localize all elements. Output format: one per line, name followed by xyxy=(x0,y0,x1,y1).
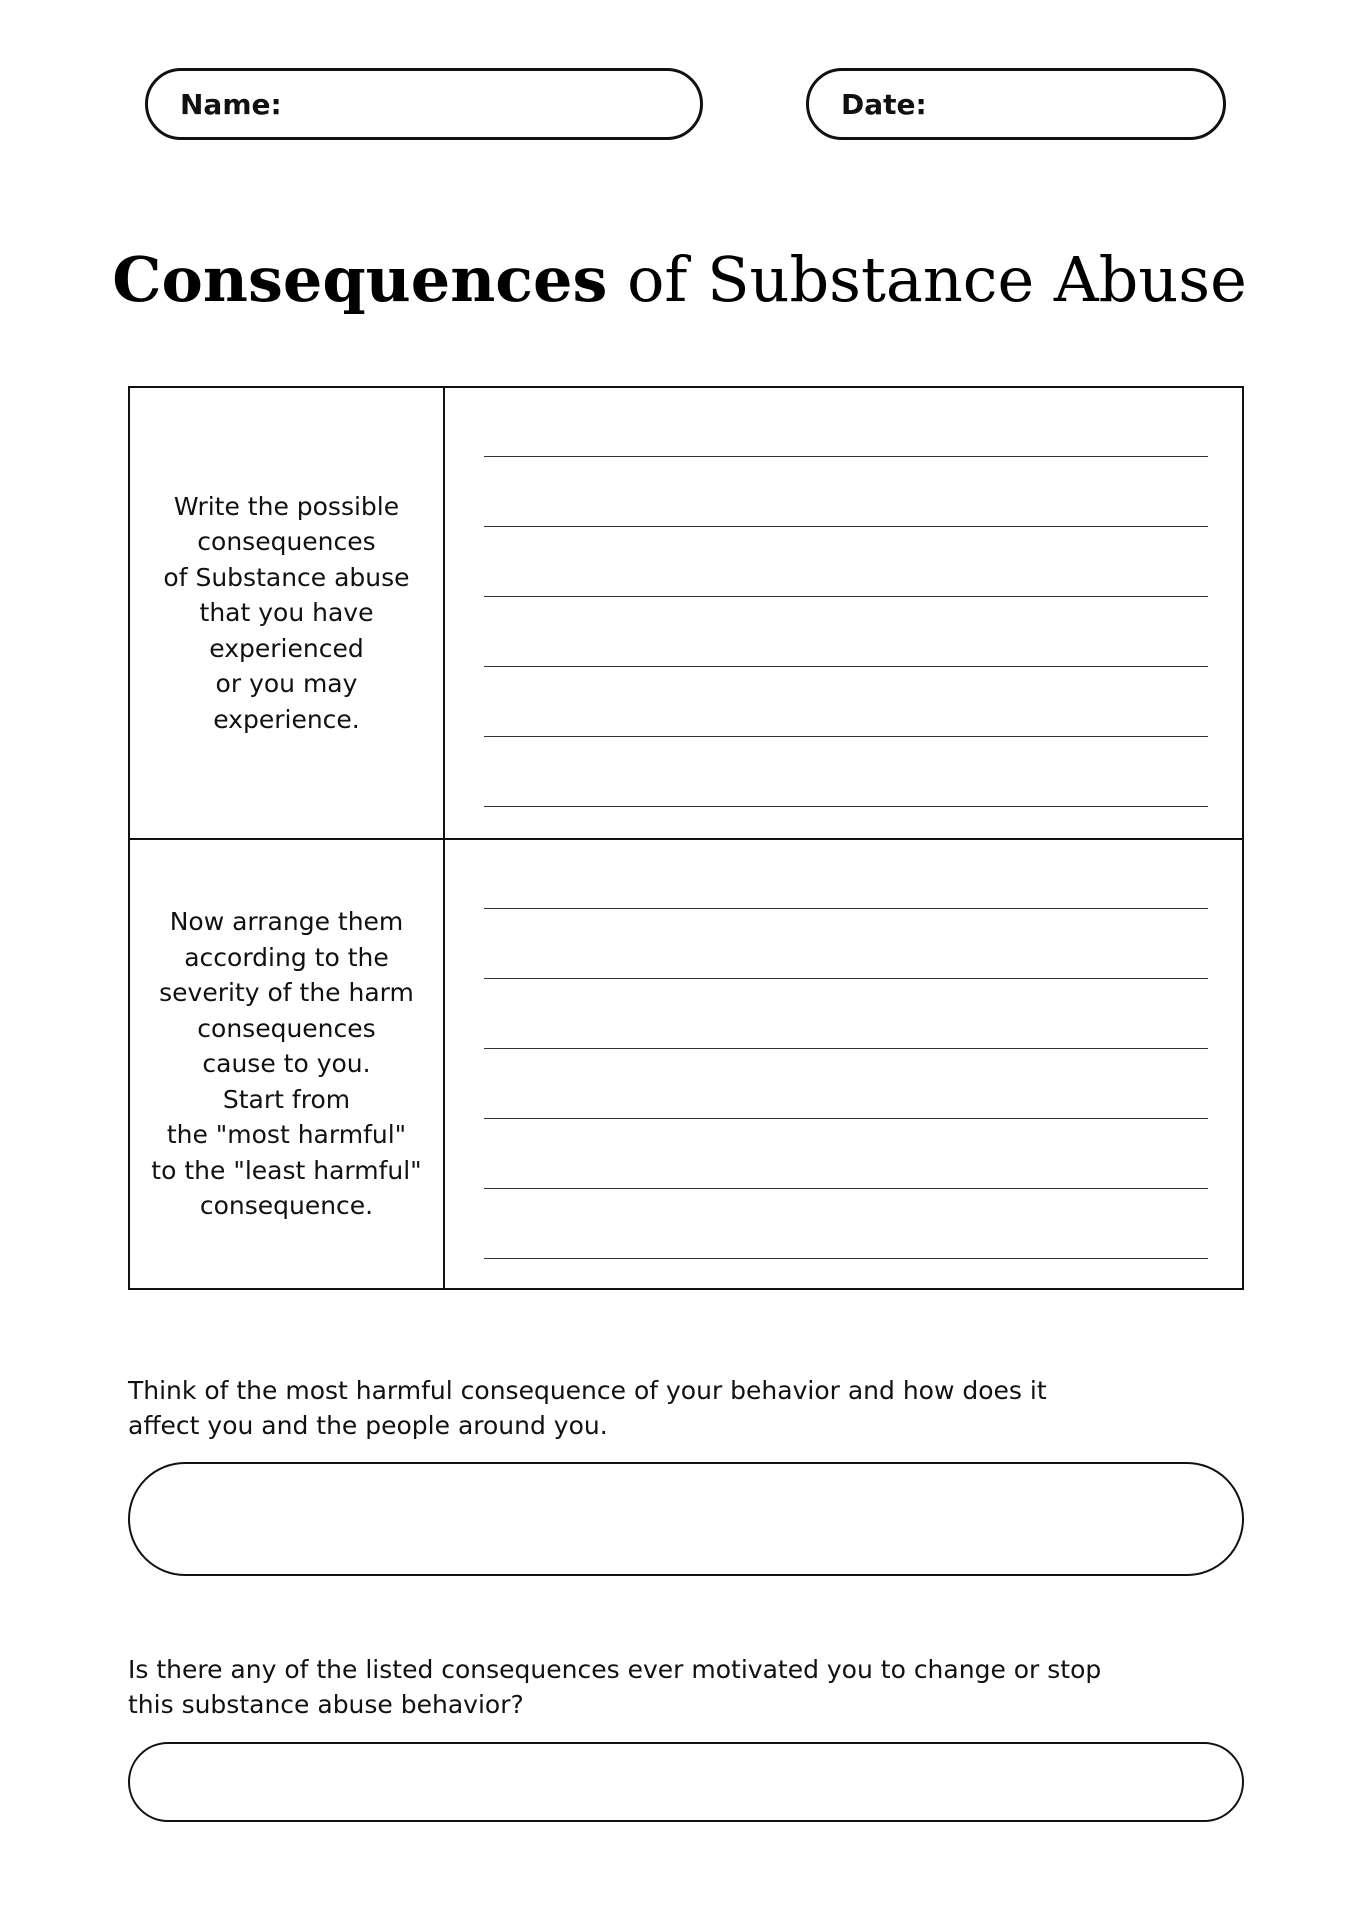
write-line[interactable] xyxy=(484,908,1208,909)
name-label: Name: xyxy=(180,87,282,121)
name-field[interactable] xyxy=(145,68,703,140)
prompt-text: Write the possible consequences of Substance abuse that you have experienced or you may experience. xyxy=(163,491,410,734)
write-line[interactable] xyxy=(484,1048,1208,1049)
write-line[interactable] xyxy=(484,1118,1208,1119)
date-field[interactable] xyxy=(806,68,1226,140)
title-bold-part: Consequences xyxy=(112,243,608,316)
answer-box[interactable] xyxy=(128,1462,1244,1576)
prompt-cell xyxy=(130,840,445,1288)
question-text: Is there any of the listed consequences ever motivated you to change or stop this substance abuse behavior? xyxy=(128,1655,1102,1719)
write-line[interactable] xyxy=(484,1258,1208,1259)
write-line[interactable] xyxy=(484,978,1208,979)
title-rest-part: of Substance Abuse xyxy=(607,243,1247,316)
write-line[interactable] xyxy=(484,1188,1208,1189)
write-line[interactable] xyxy=(484,666,1208,667)
write-line[interactable] xyxy=(484,456,1208,457)
writing-area[interactable] xyxy=(445,388,1242,838)
prompt-cell xyxy=(130,388,445,838)
date-label: Date: xyxy=(841,87,927,121)
answer-box[interactable] xyxy=(128,1742,1244,1822)
table-row xyxy=(130,388,1242,840)
write-line[interactable] xyxy=(484,526,1208,527)
table-row xyxy=(130,840,1242,1288)
worksheet-table xyxy=(128,386,1244,1290)
write-line[interactable] xyxy=(484,736,1208,737)
page-title xyxy=(0,240,1359,320)
question-text: Think of the most harmful consequence of your behavior and how does it affect you and the people around you. xyxy=(128,1376,1047,1440)
writing-area[interactable] xyxy=(445,840,1242,1288)
prompt-text: Now arrange them according to the severity of the harm consequences cause to you. Start from the "most harmful" to the "least harmful" consequence. xyxy=(151,907,422,1221)
write-line[interactable] xyxy=(484,806,1208,807)
write-line[interactable] xyxy=(484,596,1208,597)
